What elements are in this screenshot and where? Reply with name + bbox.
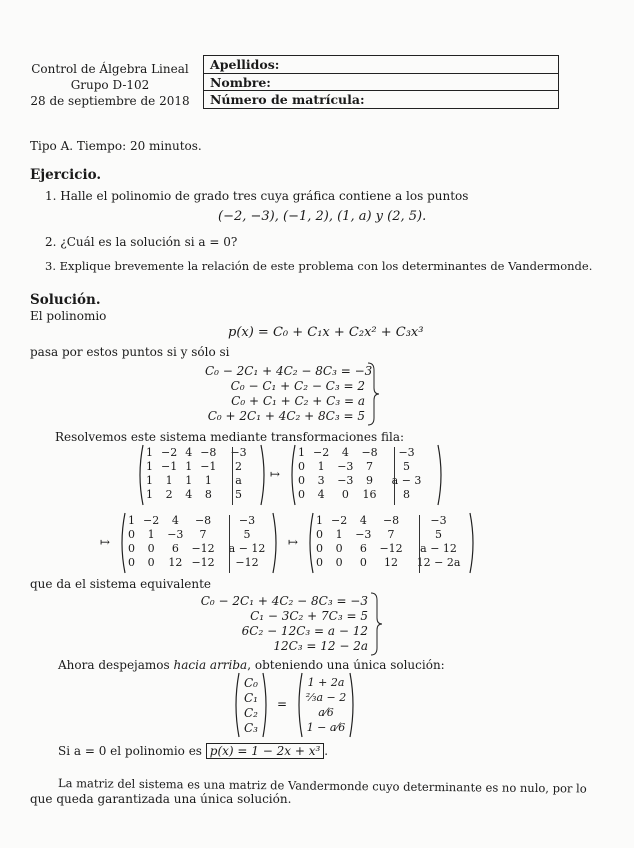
m3-row (124, 556, 269, 570)
m4-row (312, 528, 464, 542)
m3-cell: 0 (128, 528, 135, 541)
matrix-3 (124, 514, 269, 570)
m3-cell: 0 (128, 556, 135, 569)
matrix-1 (142, 446, 251, 502)
matrix-3-separator (229, 515, 230, 573)
m3-cell: 5 (243, 528, 251, 541)
m2-cell: a − 3 (391, 474, 422, 487)
m1-cell: 2 (165, 488, 173, 501)
val-c1: ⅔a − 2 (305, 691, 347, 704)
system2-eq-2: C₁ − 3C₂ + 7C₃ = 5 (250, 609, 368, 623)
m3-cell: 6 (171, 542, 179, 555)
m1-cell: 2 (235, 460, 243, 473)
solution-intro: El polinomio (30, 309, 107, 323)
m2-cell: 1 (317, 460, 325, 473)
m2-cell: 0 (298, 460, 305, 473)
passes-text: pasa por estos puntos si y sólo si (30, 345, 230, 359)
a-zero-end: . (324, 744, 329, 758)
m4-cell: 0 (316, 542, 323, 555)
m1-cell: −1 (161, 460, 178, 473)
system-eq-1: C₀ − 2C₁ + 4C₂ − 8C₃ = −3 (205, 364, 373, 378)
m3-cell: −12 (191, 542, 215, 555)
m1-cell: 1 (165, 474, 173, 487)
student-info-box (203, 55, 559, 109)
m4-cell: 0 (335, 556, 343, 569)
var-c1: C₁ (244, 691, 258, 705)
question-3: 3. Explique brevemente la relación de este problema con los determinantes de Vandermonde. (45, 259, 593, 273)
a-zero-line (58, 744, 328, 758)
m4-cell: 12 (384, 556, 399, 569)
m1-cell: 8 (204, 488, 212, 501)
right-brace (366, 362, 380, 426)
matrix-3-right-paren (272, 512, 280, 574)
m3-cell: 7 (199, 528, 207, 541)
question-1-points: (−2, −3), (−1, 2), (1, a) y (2, 5). (218, 209, 427, 224)
m2-cell: −8 (361, 446, 378, 459)
m2-cell: −3 (398, 446, 415, 459)
back-substitution-text (58, 658, 445, 672)
system-eq-4: C₀ + 2C₁ + 4C₂ + 8C₃ = 5 (207, 409, 365, 423)
m2-cell: 3 (317, 474, 325, 487)
m2-cell: −3 (337, 460, 354, 473)
group-label: Grupo D-102 (70, 78, 150, 92)
m4-cell: 0 (316, 556, 323, 569)
m2-cell: 9 (366, 474, 374, 487)
m1-row (142, 488, 251, 502)
m2-cell: 4 (317, 488, 325, 501)
m3-cell: −8 (194, 514, 212, 527)
matrix-4-right-paren (469, 512, 477, 574)
m3-cell: a − 12 (228, 542, 266, 555)
back-suffix: , obteniendo una única solución: (247, 658, 445, 672)
m4-cell: a − 12 (420, 542, 457, 555)
m2-row (294, 474, 425, 488)
m2-row (294, 460, 425, 474)
m4-row (312, 542, 464, 556)
m1-cell: 4 (185, 488, 193, 501)
m2-cell: 0 (298, 474, 305, 487)
equivalent-text: que da el sistema equivalente (30, 577, 212, 591)
m3-cell: −3 (238, 514, 256, 527)
m4-row (312, 556, 464, 570)
question-1: 1. Halle el polinomio de grado tres cuya gráfica contiene a los puntos (45, 189, 469, 203)
system2-eq-4: 12C₃ = 12 − 2a (273, 639, 368, 653)
arrow-2: ↦ (100, 535, 111, 549)
m2-cell: 1 (298, 446, 305, 459)
m3-row (124, 514, 269, 528)
m1-row (142, 460, 251, 474)
closing-line-2: que queda garantizada una única solución. (30, 792, 292, 806)
m2-cell: −3 (337, 474, 354, 487)
m3-cell: 0 (128, 542, 135, 555)
solution-heading: Solución. (30, 292, 101, 308)
m2-cell: 16 (362, 488, 377, 501)
exam-date: 28 de septiembre de 2018 (30, 94, 190, 108)
m1-cell: −3 (230, 446, 247, 459)
m2-cell: −2 (313, 446, 330, 459)
m1-cell: 1 (146, 488, 153, 501)
m2-row (294, 488, 425, 502)
m1-cell: 1 (204, 474, 212, 487)
system2-eq-3: 6C₂ − 12C₃ = a − 12 (241, 624, 368, 638)
exercise-heading: Ejercicio. (30, 167, 102, 183)
m3-row (124, 528, 269, 542)
var-c2: C₂ (244, 706, 258, 720)
m3-cell: 1 (128, 514, 135, 527)
m4-cell: 6 (359, 542, 367, 555)
m2-cell: 4 (341, 446, 349, 459)
val-c2: a⁄6 (318, 706, 334, 719)
m3-cell: −12 (191, 556, 215, 569)
matrix-2 (294, 446, 425, 502)
arrow-1: ↦ (270, 467, 281, 481)
m1-cell: −8 (200, 446, 217, 459)
matrix-2-right-paren (437, 444, 445, 506)
matrix-4-separator (419, 515, 420, 573)
exam-type: Tipo A. Tiempo: 20 minutos. (30, 139, 202, 153)
m4-cell: −2 (331, 514, 348, 527)
m1-cell: 5 (235, 488, 243, 501)
name-field: Nombre: (204, 73, 558, 90)
m1-cell: 1 (185, 460, 193, 473)
question-2: 2. ¿Cuál es la solución si a = 0? (45, 235, 238, 249)
id-number-field: Número de matrícula: (204, 90, 558, 107)
matrix-1-separator (232, 447, 233, 505)
system-eq-3: C₀ + C₁ + C₂ + C₃ = a (231, 394, 365, 408)
polynomial-formula: p(x) = C₀ + C₁x + C₂x² + C₃x³ (228, 325, 424, 340)
matrix-2-separator (394, 447, 395, 505)
a-zero-prefix: Si a = 0 el polinomio es (58, 744, 202, 758)
m1-cell: 1 (146, 446, 153, 459)
m3-cell: 0 (147, 542, 155, 555)
m3-cell: 0 (147, 556, 155, 569)
vals-right-paren (349, 672, 357, 738)
m3-cell: 12 (168, 556, 183, 569)
val-c3: 1 − a⁄6 (306, 721, 346, 734)
m4-cell: −3 (355, 528, 372, 541)
system-eq-2: C₀ − C₁ + C₂ − C₃ = 2 (230, 379, 365, 393)
m4-cell: 1 (316, 514, 323, 527)
m3-cell: 4 (171, 514, 179, 527)
m1-cell: 1 (146, 460, 153, 473)
m2-cell: 0 (341, 488, 349, 501)
m4-cell: 1 (335, 528, 343, 541)
var-c3: C₃ (244, 721, 258, 735)
m4-cell: −8 (382, 514, 400, 527)
vars-right-paren (262, 672, 270, 738)
m3-row (124, 542, 269, 556)
m2-cell: 8 (403, 488, 411, 501)
m4-cell: 7 (387, 528, 395, 541)
m1-cell: −1 (200, 460, 217, 473)
vars-left-paren (232, 672, 240, 738)
m4-cell: 4 (359, 514, 367, 527)
m4-cell: 12 − 2a (416, 556, 461, 569)
m1-cell: 1 (146, 474, 153, 487)
m4-row (312, 514, 464, 528)
back-italic: hacia arriba (173, 658, 248, 672)
m2-cell: 5 (403, 460, 411, 473)
m3-cell: −3 (167, 528, 184, 541)
arrow-3: ↦ (288, 535, 299, 549)
m2-cell: 7 (366, 460, 374, 473)
system2-eq-1: C₀ − 2C₁ + 4C₂ − 8C₃ = −3 (200, 594, 368, 608)
m4-cell: −3 (430, 514, 447, 527)
m4-cell: 0 (359, 556, 367, 569)
closing-line-1: La matriz del sistema es una matriz de Vandermonde cuyo determinante es no nulo, por lo (57, 776, 587, 796)
m3-cell: −2 (143, 514, 160, 527)
m1-cell: a (235, 474, 242, 487)
m4-cell: −12 (379, 542, 403, 555)
m2-row (294, 446, 425, 460)
m1-row (142, 446, 251, 460)
resolve-text: Resolvemos este sistema mediante transformaciones fila: (55, 430, 405, 444)
m1-cell: 4 (185, 446, 193, 459)
m1-row (142, 474, 251, 488)
boxed-result: p(x) = 1 − 2x + x³ (206, 743, 324, 759)
m2-cell: 0 (298, 488, 305, 501)
m4-cell: 5 (435, 528, 443, 541)
m3-cell: −12 (235, 556, 259, 569)
m4-cell: 0 (316, 528, 323, 541)
m4-cell: 0 (335, 542, 343, 555)
surnames-field: Apellidos: (210, 57, 280, 72)
right-brace-2 (369, 592, 383, 656)
matrix-1-right-paren (260, 444, 268, 506)
var-c0: C₀ (244, 676, 258, 690)
matrix-4 (312, 514, 464, 570)
course-title: Control de Álgebra Lineal (31, 62, 189, 76)
val-c0: 1 + 2a (307, 676, 345, 689)
equals-sign: = (277, 697, 288, 711)
m3-cell: 1 (147, 528, 155, 541)
m1-cell: −2 (161, 446, 178, 459)
back-prefix: Ahora despejamos (58, 658, 174, 672)
m1-cell: 1 (185, 474, 193, 487)
